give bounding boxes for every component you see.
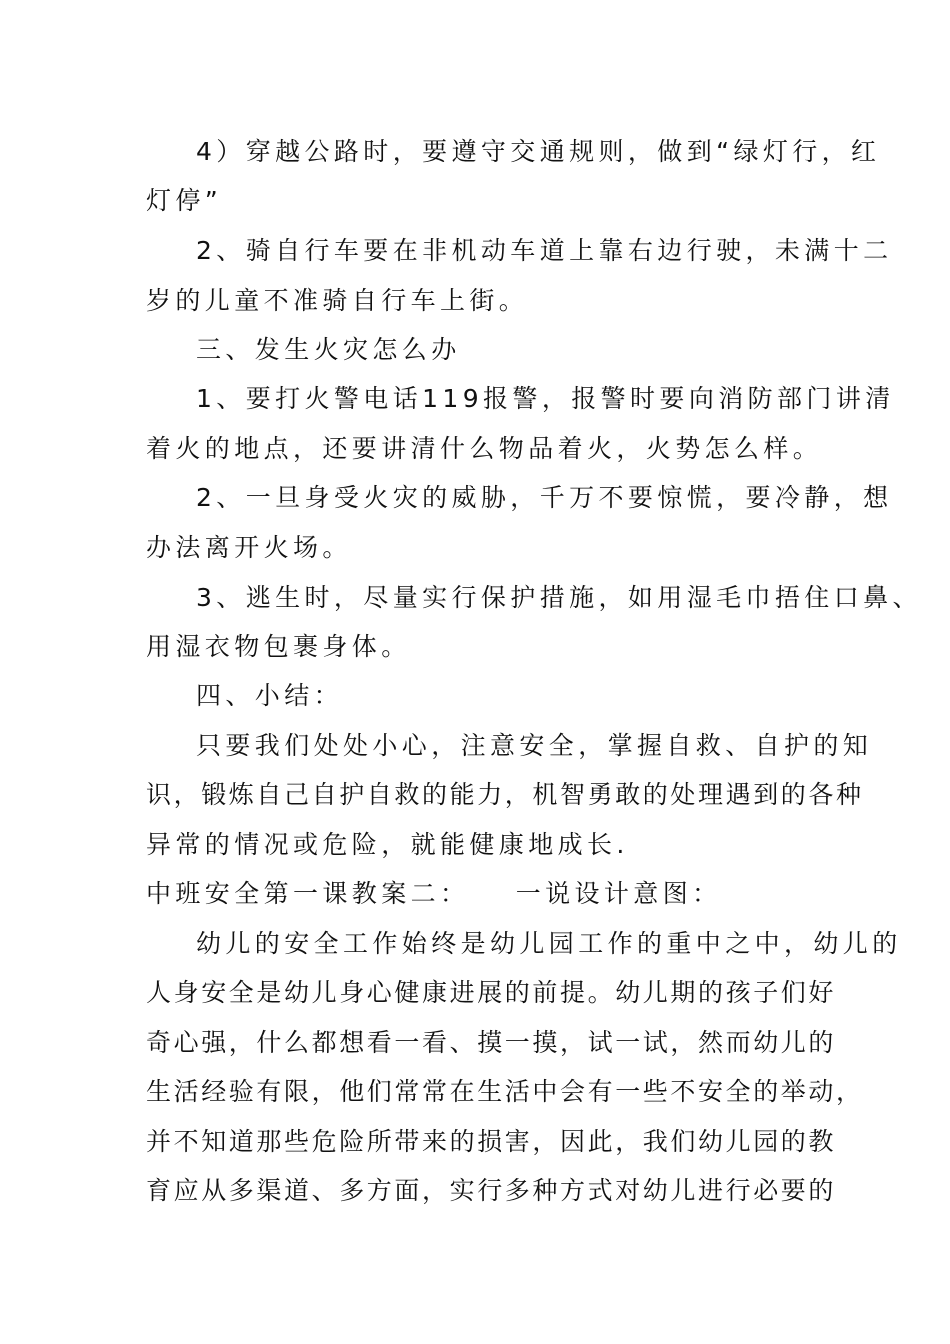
text-line: 用湿衣物包裹身体。 bbox=[146, 632, 411, 661]
text-line: 只要我们处处小心，注意安全，掌握自救、自护的知 bbox=[196, 731, 873, 760]
text-line: 并不知道那些危险所带来的损害，因此，我们幼儿园的教 bbox=[146, 1127, 837, 1156]
section-heading: 四、小结： bbox=[196, 681, 344, 710]
text-line: 人身安全是幼儿身心健康进展的前提。幼儿期的孩子们好 bbox=[146, 978, 837, 1007]
text-line: 岁的儿童不准骑自行车上街。 bbox=[146, 286, 529, 315]
text-line: 4）穿越公路时，要遵守交通规则，做到“绿灯行，红 bbox=[196, 137, 881, 166]
text-line: 1、要打火警电话119报警，报警时要向消防部门讲清 bbox=[196, 384, 895, 413]
text-line: 生活经验有限，他们常常在生活中会有一些不安全的举动， bbox=[146, 1077, 864, 1106]
text-line: 着火的地点，还要讲清什么物品着火，火势怎么样。 bbox=[146, 434, 823, 463]
section-heading: 三、发生火灾怎么办 bbox=[196, 335, 461, 364]
text-line: 2、骑自行车要在非机动车道上靠右边行驶，未满十二 bbox=[196, 236, 893, 265]
text-line: 办法离开火场。 bbox=[146, 533, 352, 562]
text-line: 幼儿的安全工作始终是幼儿园工作的重中之中，幼儿的 bbox=[196, 929, 902, 958]
text-line: 2、一旦身受火灾的威胁，千万不要惊慌，要冷静，想 bbox=[196, 483, 893, 512]
text-line: 异常的情况或危险，就能健康地成长. bbox=[146, 830, 629, 859]
text-line: 3、逃生时，尽量实行保护措施，如用湿毛巾捂住口鼻、 bbox=[196, 583, 922, 612]
text-line: 奇心强，什么都想看一看、摸一摸，试一试，然而幼儿的 bbox=[146, 1028, 837, 1057]
text-line: 育应从多渠道、多方面，实行多种方式对幼儿进行必要的 bbox=[146, 1176, 837, 1205]
text-line: 识，锻炼自己自护自救的能力，机智勇敢的处理遇到的各种 bbox=[146, 780, 864, 809]
lesson-title: 中班安全第一课教案二： 一说设计意图： bbox=[146, 879, 722, 908]
text-line: 灯停” bbox=[146, 186, 223, 215]
